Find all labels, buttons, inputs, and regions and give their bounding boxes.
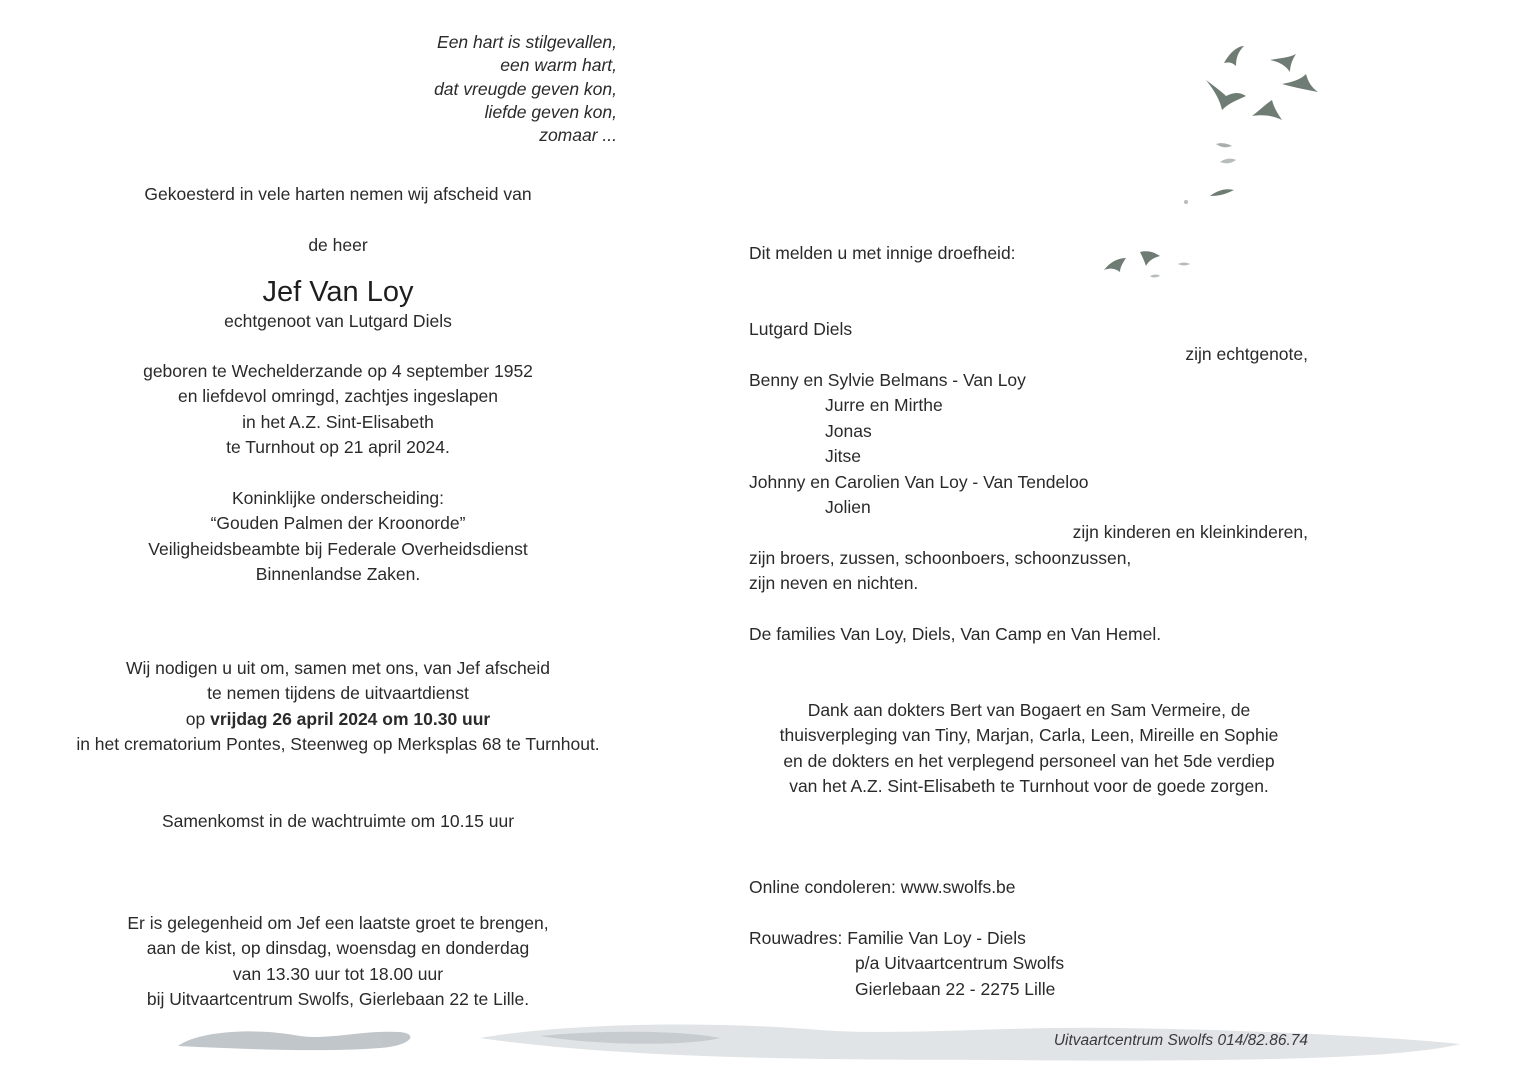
visit-line: Er is gelegenheid om Jef een laatste groet te brengen, bbox=[127, 913, 549, 933]
grandchild: Jitse bbox=[825, 446, 861, 467]
bird-icon bbox=[1210, 189, 1234, 196]
invite-prefix: op bbox=[185, 708, 211, 729]
grandchild: Jurre en Mirthe bbox=[825, 395, 943, 416]
birth-line: geboren te Wechelderzande op 4 september 1952 bbox=[143, 361, 533, 381]
service-datetime: vrijdag 26 april 2024 om 10.30 uur bbox=[210, 708, 491, 729]
visit-line: aan de kist, op dinsdag, woensdag en donderdag bbox=[146, 938, 530, 959]
poem-line: dat vreugde geven kon, bbox=[434, 78, 617, 99]
spouse-line: echtgenoot van Lutgard Diels bbox=[224, 311, 452, 331]
thanks-line: Dank aan dokters Bert van Bogaert en Sam Vermeire, de bbox=[807, 700, 1251, 720]
address-line: p/a Uitvaartcentrum Swolfs bbox=[855, 953, 1065, 974]
cousins-line: zijn neven en nichten. bbox=[749, 573, 919, 594]
announcement: Dit melden u met innige droefheid: bbox=[749, 243, 1016, 263]
address-line: Familie Van Loy - Diels bbox=[847, 928, 1026, 948]
bird-icon bbox=[1140, 251, 1160, 266]
family-member: Benny en Sylvie Belmans - Van Loy bbox=[749, 370, 1026, 390]
bird-icon bbox=[1220, 159, 1236, 164]
families-line: De families Van Loy, Diels, Van Camp en Van Hemel. bbox=[749, 624, 1162, 644]
birth-line: en liefdevol omringd, zachtjes ingeslapen bbox=[177, 386, 499, 407]
honours-line: Veiligheidsbeambte bij Federale Overheidsdienst bbox=[148, 538, 528, 559]
invite-line: te nemen tijdens de uitvaartdienst bbox=[207, 683, 469, 704]
thanks-line: en de dokters en het verplegend personeel van het 5de verdiep bbox=[783, 750, 1275, 771]
birth-death-block bbox=[38, 359, 638, 461]
bird-icon bbox=[1270, 54, 1296, 72]
address-label: Rouwadres: bbox=[749, 928, 843, 948]
poem-line: een warm hart, bbox=[500, 55, 617, 76]
invitation-block bbox=[38, 656, 638, 758]
birth-line: in het A.Z. Sint-Elisabeth bbox=[242, 411, 434, 432]
honours-block bbox=[38, 486, 638, 588]
funeral-home-credit: Uitvaartcentrum Swolfs 014/82.86.74 bbox=[1053, 1032, 1308, 1049]
bird-icon bbox=[1104, 258, 1126, 272]
poem bbox=[300, 31, 617, 147]
thanks-line: van het A.Z. Sint-Elisabeth te Turnhout voor de goede zorgen. bbox=[789, 776, 1269, 797]
bird-icon bbox=[1252, 100, 1282, 120]
grandchild: Jonas bbox=[825, 420, 872, 441]
visit-line: bij Uitvaartcentrum Swolfs, Gierlebaan 22 te Lille. bbox=[146, 989, 530, 1010]
intro-text: Gekoesterd in vele harten nemen wij afscheid van bbox=[144, 184, 532, 204]
family-list bbox=[749, 368, 1309, 597]
family-member: Johnny en Carolien Van Loy - Van Tendeloo bbox=[749, 471, 1089, 492]
honours-line: Binnenlandse Zaken. bbox=[255, 564, 421, 585]
thanks-line: thuisverpleging van Tiny, Marjan, Carla, Leen, Mireille en Sophie bbox=[779, 725, 1279, 746]
poem-line: zomaar ... bbox=[539, 125, 617, 146]
honours-line: “Gouden Palmen der Kroonorde” bbox=[210, 513, 466, 534]
bird-icon bbox=[1224, 46, 1244, 66]
bird-flock bbox=[1104, 46, 1318, 278]
address-block bbox=[749, 926, 1309, 1002]
honours-line: Koninklijke onderscheiding: bbox=[231, 488, 445, 508]
poem-line: liefde geven kon, bbox=[484, 101, 617, 122]
invite-location: in het crematorium Pontes, Steenweg op Merksplas 68 te Turnhout. bbox=[76, 734, 600, 755]
online-condolence: Online condoleren: www.swolfs.be bbox=[749, 877, 1016, 897]
children-role: zijn kinderen en kleinkinderen, bbox=[1072, 522, 1308, 543]
grandchild: Jolien bbox=[825, 496, 871, 517]
spouse-role: zijn echtgenote, bbox=[1185, 344, 1308, 364]
honorific: de heer bbox=[308, 235, 368, 255]
spouse-name: Lutgard Diels bbox=[749, 319, 853, 339]
bird-icon bbox=[1184, 200, 1188, 204]
address-first-line bbox=[749, 926, 1309, 951]
birth-line: te Turnhout op 21 april 2024. bbox=[226, 437, 450, 458]
bird-icon bbox=[1282, 74, 1318, 92]
bird-icon bbox=[1216, 143, 1232, 147]
visit-line: van 13.30 uur tot 18.00 uur bbox=[232, 963, 444, 984]
bird-icon bbox=[1206, 80, 1246, 110]
deceased-name: Jef Van Loy bbox=[262, 276, 414, 308]
gathering-text: Samenkomst in de wachtruimte om 10.15 uur bbox=[161, 811, 515, 831]
bird-icon bbox=[1150, 275, 1160, 278]
invite-line: Wij nodigen u uit om, samen met ons, van Jef afscheid bbox=[125, 658, 551, 678]
poem-line: Een hart is stilgevallen, bbox=[437, 32, 617, 52]
siblings-line: zijn broers, zussen, schoonboers, schoonzussen, bbox=[749, 547, 1132, 568]
address-line: Gierlebaan 22 - 2275 Lille bbox=[855, 978, 1056, 999]
visitation-block bbox=[38, 911, 638, 1013]
bird-icon bbox=[1178, 263, 1190, 266]
invite-date-line bbox=[38, 707, 638, 732]
thanks-block bbox=[749, 698, 1309, 800]
